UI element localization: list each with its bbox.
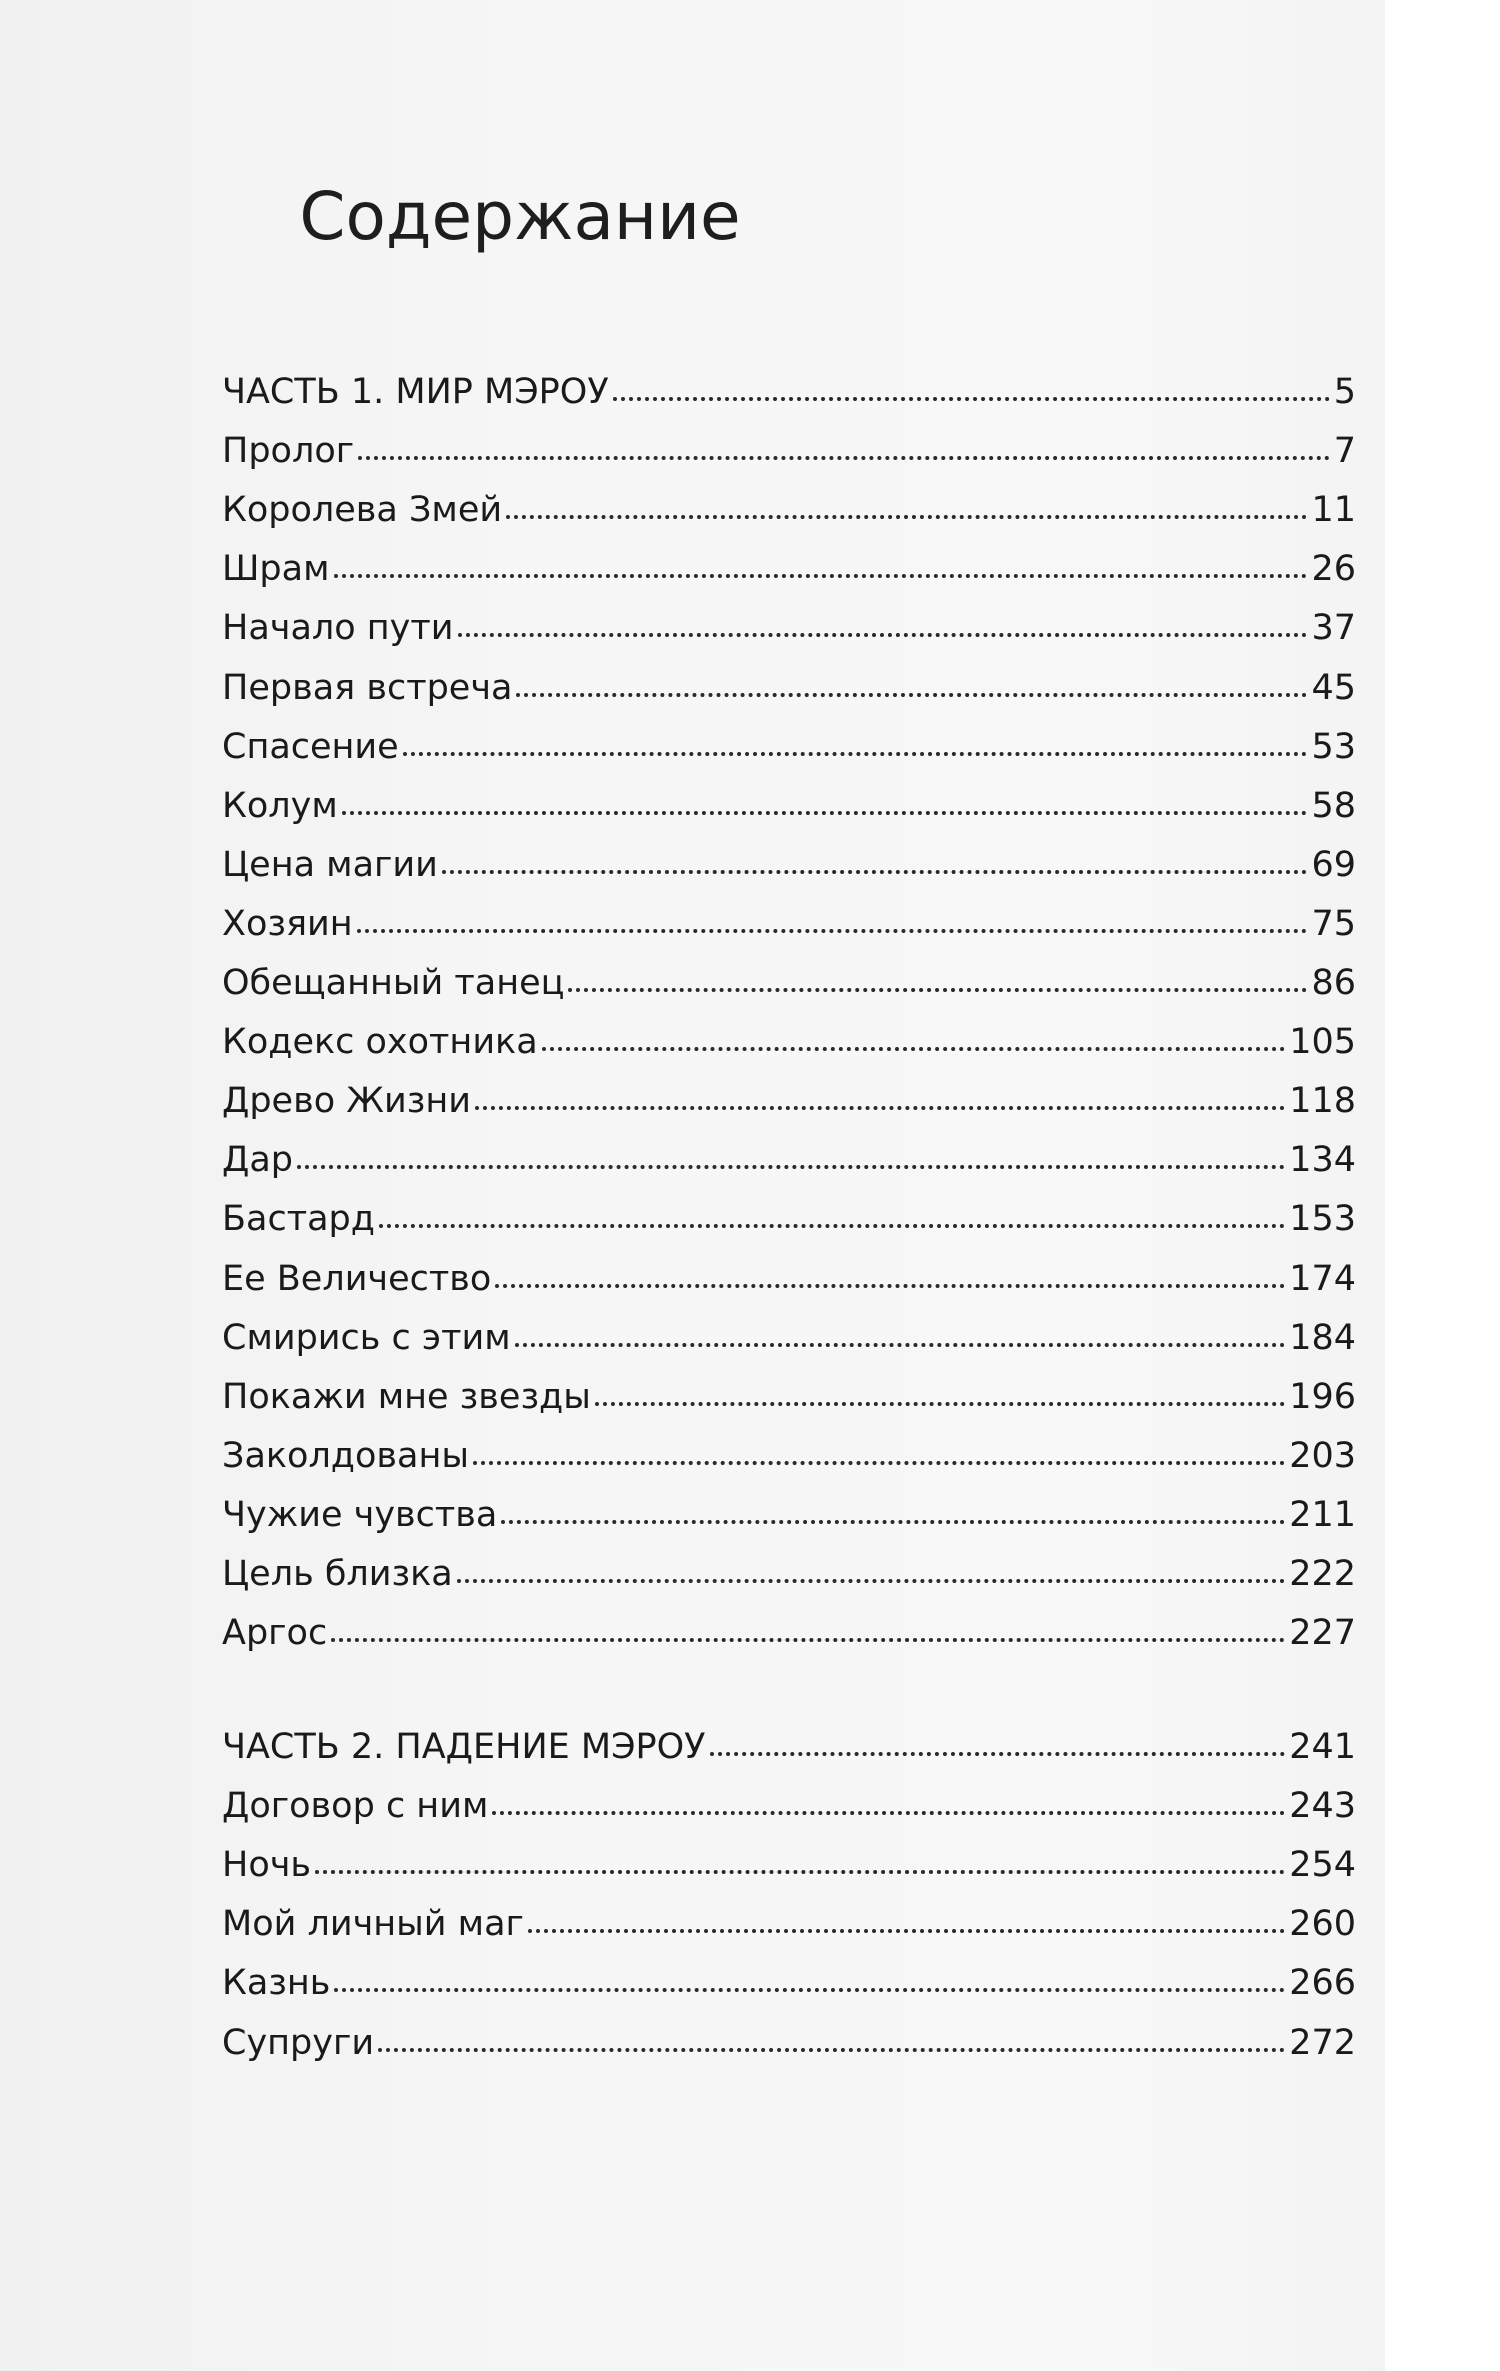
toc-entry <box>222 786 1356 846</box>
toc-entry <box>222 431 1356 491</box>
dot-leader <box>475 1102 1285 1110</box>
toc-entry <box>222 1140 1356 1200</box>
toc-page-number: 5 <box>1333 372 1356 412</box>
toc-page-number: 254 <box>1289 1845 1356 1886</box>
toc-page-number: 75 <box>1311 903 1356 944</box>
toc-entry <box>222 668 1356 728</box>
toc-entry-title: Пролог <box>222 431 355 472</box>
toc-page-number: 227 <box>1289 1613 1356 1654</box>
dot-leader <box>342 807 1308 815</box>
dot-leader <box>457 1575 1285 1583</box>
toc-entry <box>222 549 1356 609</box>
dot-leader <box>506 511 1307 519</box>
toc-entry-title: ЧАСТЬ 2. ПАДЕНИЕ МЭРОУ <box>222 1727 706 1767</box>
dot-leader <box>568 984 1307 992</box>
dot-leader <box>613 393 1330 401</box>
toc-part-heading <box>222 372 1356 432</box>
toc-entry-title: Чужие чувства <box>222 1494 498 1535</box>
toc-entry <box>222 2023 1356 2083</box>
dot-leader <box>542 1043 1286 1051</box>
toc-page-number: 184 <box>1289 1317 1356 1358</box>
toc-entry-title: Смирись с этим <box>222 1317 511 1358</box>
toc-entry-title: Договор с ним <box>222 1786 489 1827</box>
dot-leader <box>297 1161 1285 1169</box>
dot-leader <box>358 452 1330 460</box>
toc-page-number: 272 <box>1289 2022 1356 2063</box>
dot-leader <box>501 1516 1285 1524</box>
toc-page-number: 45 <box>1311 667 1356 708</box>
toc-page-number: 58 <box>1311 785 1356 826</box>
dot-leader <box>331 1634 1285 1642</box>
toc-entry-title: Бастард <box>222 1199 375 1240</box>
dot-leader <box>334 570 1308 578</box>
toc-entry <box>222 1318 1356 1378</box>
toc-page-number: 37 <box>1311 608 1356 649</box>
dot-leader <box>473 1457 1285 1465</box>
toc-entry-title: Мой личный маг <box>222 1904 524 1945</box>
toc-page-number: 222 <box>1289 1554 1356 1594</box>
toc-page-number: 134 <box>1289 1140 1356 1181</box>
toc-entry <box>222 1786 1356 1846</box>
toc-entry <box>222 608 1356 668</box>
toc-page-number: 211 <box>1289 1494 1356 1535</box>
dot-leader <box>315 1866 1285 1874</box>
toc-entry-title: Начало пути <box>222 608 454 649</box>
toc-entry <box>222 1259 1356 1319</box>
toc-entry-title: Кодекс охотника <box>222 1022 538 1063</box>
toc-entry-title: Цель близка <box>222 1554 453 1594</box>
dot-leader <box>710 1748 1286 1756</box>
toc-entry-title: Спасение <box>222 726 399 767</box>
toc-page-number: 241 <box>1289 1727 1356 1767</box>
toc-page-number: 203 <box>1289 1435 1356 1476</box>
toc-entry-title: Хозяин <box>222 903 353 944</box>
toc-page-number: 118 <box>1289 1081 1356 1122</box>
toc-entry <box>222 1845 1356 1905</box>
dot-leader <box>378 2044 1285 2052</box>
toc-entry-title: Аргос <box>222 1613 328 1654</box>
dot-leader <box>595 1398 1285 1406</box>
dot-leader <box>334 1984 1285 1992</box>
toc-entry-title: Первая встреча <box>222 667 513 708</box>
dot-leader <box>458 629 1308 637</box>
toc-entry-title: Казнь <box>222 1963 331 2004</box>
toc-entry <box>222 1436 1356 1496</box>
toc-entry <box>222 1613 1356 1673</box>
toc-entry-title: Королева Змей <box>222 490 503 531</box>
dot-leader <box>528 1925 1285 1933</box>
toc-entry-title: Супруги <box>222 2022 375 2063</box>
toc-page-number: 69 <box>1311 844 1356 885</box>
toc-entry <box>222 1904 1356 1964</box>
toc-page-number: 105 <box>1289 1022 1356 1063</box>
toc-entry <box>222 845 1356 905</box>
dot-leader <box>379 1220 1285 1228</box>
toc-entry <box>222 904 1356 964</box>
toc-entry <box>222 1495 1356 1555</box>
dot-leader <box>442 866 1308 874</box>
toc-entry <box>222 1554 1356 1614</box>
dot-leader <box>357 925 1308 933</box>
toc-entry <box>222 1081 1356 1141</box>
toc-entry-title: Дар <box>222 1140 294 1181</box>
toc-entry-title: ЧАСТЬ 1. МИР МЭРОУ <box>222 372 609 412</box>
toc-page-number: 7 <box>1333 431 1356 472</box>
toc-entry <box>222 1199 1356 1259</box>
toc-entry <box>222 1377 1356 1437</box>
toc-entry-title: Ночь <box>222 1845 312 1886</box>
toc-page-number: 86 <box>1311 963 1356 1003</box>
toc-page-number: 260 <box>1289 1904 1356 1945</box>
page-title: Содержание <box>299 178 741 255</box>
toc-entry-title: Шрам <box>222 549 330 590</box>
toc-page-number: 53 <box>1311 726 1356 767</box>
dot-leader <box>403 748 1308 756</box>
toc-entry-title: Заколдованы <box>222 1435 470 1476</box>
toc-entry-title: Колум <box>222 785 338 826</box>
dot-leader <box>492 1807 1285 1815</box>
toc-entry-title: Обещанный танец <box>222 963 565 1003</box>
toc-entry <box>222 490 1356 550</box>
dot-leader <box>495 1280 1285 1288</box>
toc-entry-title: Древо Жизни <box>222 1081 471 1122</box>
toc-page-number: 243 <box>1289 1786 1356 1827</box>
toc-part-heading <box>222 1727 1356 1787</box>
toc-entry-title: Цена магии <box>222 844 438 885</box>
toc-entry <box>222 727 1356 787</box>
toc-page-number: 266 <box>1289 1963 1356 2004</box>
toc-page-number: 153 <box>1289 1199 1356 1240</box>
toc-page-number: 26 <box>1311 549 1356 590</box>
toc-entry <box>222 963 1356 1023</box>
toc-page-number: 11 <box>1311 490 1356 531</box>
toc-entry <box>222 1022 1356 1082</box>
toc-entry <box>222 1963 1356 2023</box>
dot-leader <box>516 689 1307 697</box>
toc-entry-title: Ее Величество <box>222 1258 492 1299</box>
page-margin <box>1385 0 1500 2371</box>
toc-page-number: 174 <box>1289 1258 1356 1299</box>
toc-page-number: 196 <box>1289 1376 1356 1417</box>
toc-entry-title: Покажи мне звезды <box>222 1376 591 1417</box>
dot-leader <box>515 1339 1286 1347</box>
